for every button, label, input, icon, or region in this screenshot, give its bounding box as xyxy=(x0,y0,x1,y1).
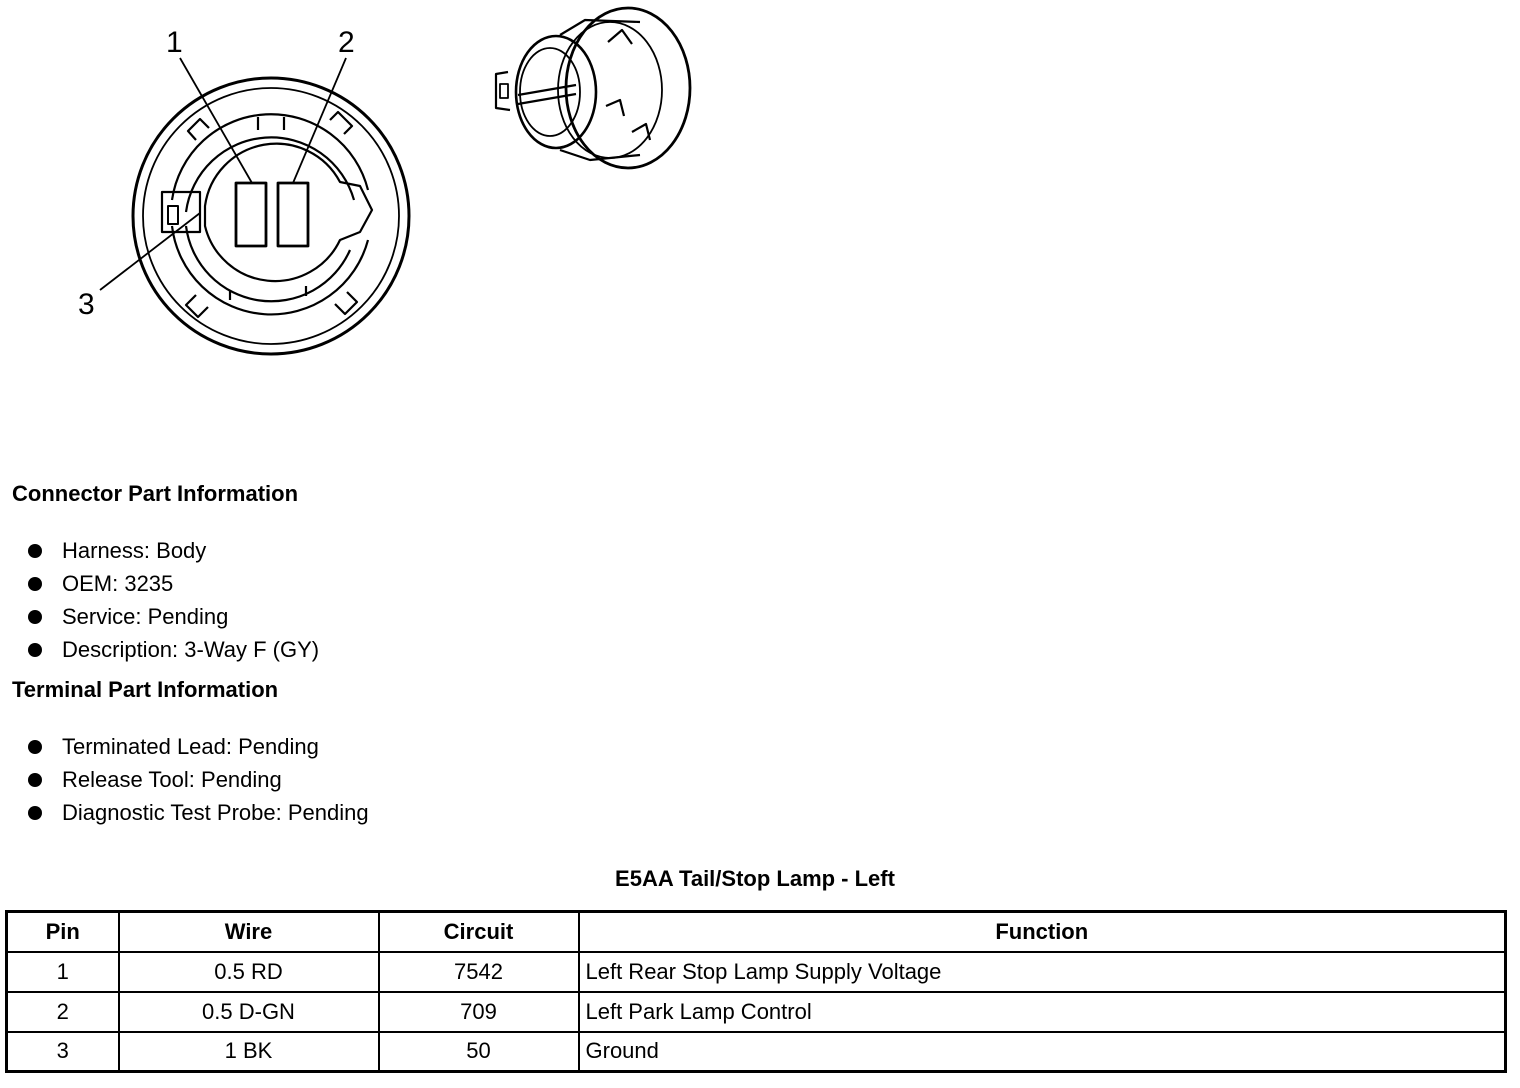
table-row xyxy=(7,1032,1506,1072)
wire-cell: 1 BK xyxy=(119,1032,379,1072)
table-title: E5AA Tail/Stop Lamp - Left xyxy=(615,866,895,891)
callout-2: 2 xyxy=(338,26,355,59)
bullet-icon xyxy=(28,806,42,820)
test-probe-text: Diagnostic Test Probe: Pending xyxy=(62,800,369,825)
circuit-cell: 7542 xyxy=(379,952,579,992)
callout-1: 1 xyxy=(166,26,183,59)
header-circuit: Circuit xyxy=(379,912,579,952)
harness-text: Harness: Body xyxy=(62,538,207,563)
list-item xyxy=(28,534,319,567)
connector-info-list xyxy=(28,534,319,666)
wire-cell: 0.5 D-GN xyxy=(119,992,379,1032)
table-header-row xyxy=(7,912,1506,952)
list-item xyxy=(28,730,369,763)
list-item xyxy=(28,763,369,796)
list-item xyxy=(28,633,319,666)
circuit-cell: 50 xyxy=(379,1032,579,1072)
bullet-icon xyxy=(28,577,42,591)
pin-cell: 3 xyxy=(7,1032,119,1072)
oem-text: OEM: 3235 xyxy=(62,571,174,596)
header-function: Function xyxy=(579,912,1506,952)
header-wire: Wire xyxy=(119,912,379,952)
table-row xyxy=(7,952,1506,992)
table-row xyxy=(7,992,1506,1032)
bullet-icon xyxy=(28,544,42,558)
pinout-table xyxy=(5,910,1507,1073)
bullet-icon xyxy=(28,740,42,754)
pin-cell: 1 xyxy=(7,952,119,992)
connector-diagram xyxy=(0,0,720,370)
list-item xyxy=(28,796,369,829)
list-item xyxy=(28,567,319,600)
connector-info-title: Connector Part Information xyxy=(12,481,299,506)
terminal-info-title: Terminal Part Information xyxy=(12,677,279,702)
service-text: Service: Pending xyxy=(62,604,229,629)
callout-3: 3 xyxy=(78,288,95,321)
wire-cell: 0.5 RD xyxy=(119,952,379,992)
header-pin: Pin xyxy=(7,912,119,952)
description-text: Description: 3-Way F (GY) xyxy=(62,637,320,662)
bullet-icon xyxy=(28,643,42,657)
pin-cell: 2 xyxy=(7,992,119,1032)
circuit-cell: 709 xyxy=(379,992,579,1032)
release-tool-text: Release Tool: Pending xyxy=(62,767,282,792)
function-cell: Left Park Lamp Control xyxy=(579,992,1506,1032)
function-cell: Ground xyxy=(579,1032,1506,1072)
terminated-lead-text: Terminated Lead: Pending xyxy=(62,734,319,759)
list-item xyxy=(28,600,319,633)
function-cell: Left Rear Stop Lamp Supply Voltage xyxy=(579,952,1506,992)
bullet-icon xyxy=(28,610,42,624)
terminal-info-list xyxy=(28,730,369,829)
bullet-icon xyxy=(28,773,42,787)
